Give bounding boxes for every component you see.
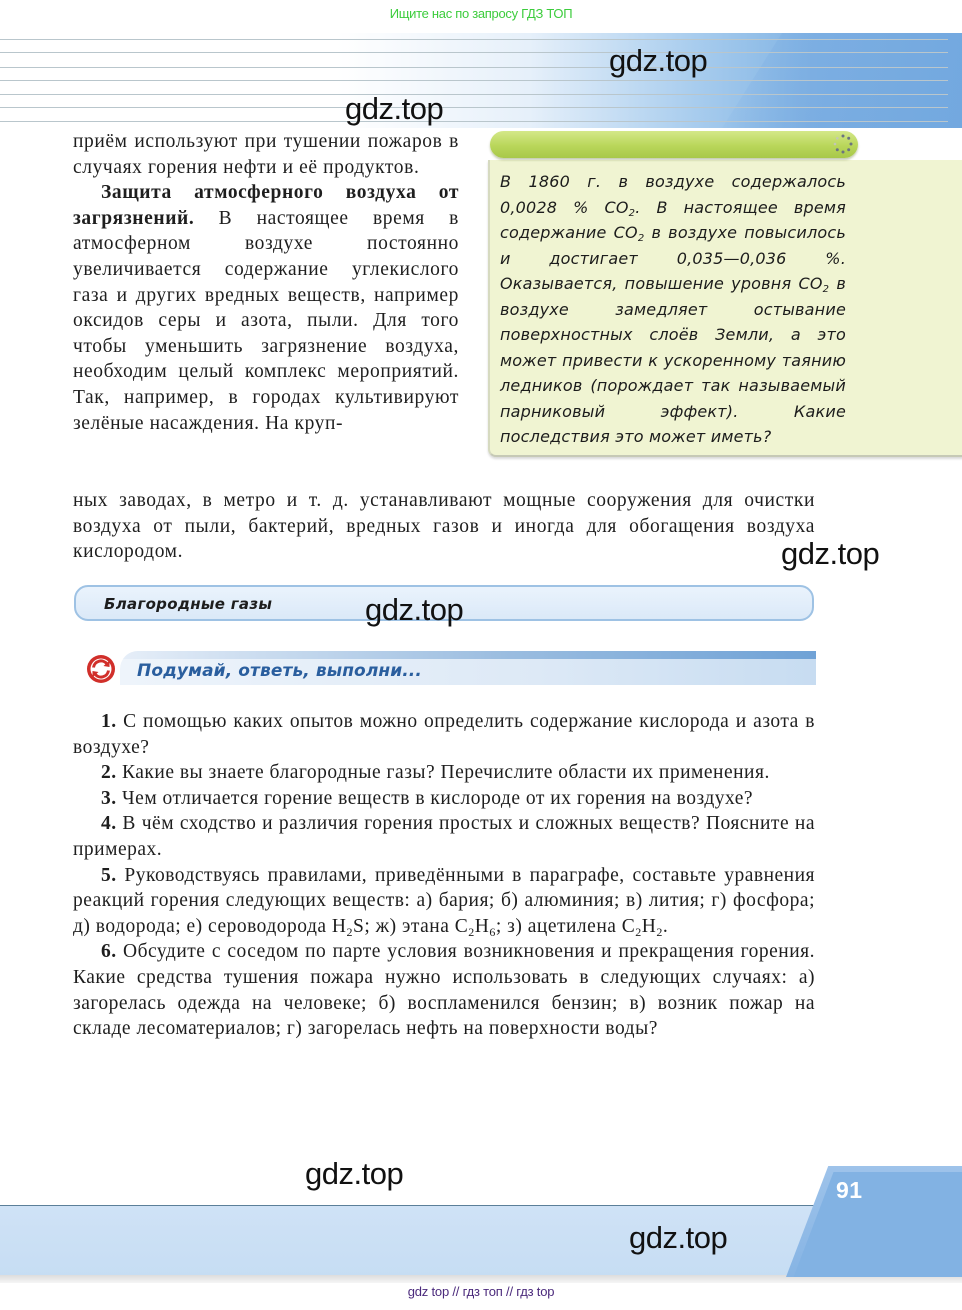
question-number: 5. xyxy=(101,864,117,886)
question-text: . xyxy=(662,915,669,937)
fact-text: . В настоящее время содержание CO xyxy=(500,197,846,242)
watermark: gdz.top xyxy=(781,536,880,571)
fact-text: В 1860 г. в воздухе содержалось 0,0028 % CO xyxy=(500,172,846,217)
main-text-narrow xyxy=(73,129,459,436)
fact-box-tab xyxy=(490,131,858,158)
paragraph: ных заводах, в метро и т. д. устанавливают мощные сооружения для очистки воздуха от пыли, бактерий, вредных газов и иногда для обогащения воздуха кислородом. xyxy=(73,490,815,563)
question-text: S; ж) этана C xyxy=(353,915,469,937)
header-rule xyxy=(0,94,948,95)
question-text: ; з) ацетилена C xyxy=(495,915,636,937)
subscript: 2 xyxy=(637,233,645,244)
question-text: Обсудите с соседом по парте условия возникновения и прекращения горения. Какие средства тушения пожара нужно использовать в следующих случаях: а) загорелась одежда на человеке; б) воспламенился бензин; в) возник пожар на складе лесоматериалов; г) загорелась нефть на поверхности воды? xyxy=(73,941,815,1040)
question-item xyxy=(73,939,815,1041)
question-list xyxy=(73,709,815,1042)
question-item xyxy=(73,811,815,862)
dotted-circle-icon xyxy=(832,133,854,155)
subscript: 2 xyxy=(346,924,354,939)
question-number: 3. xyxy=(101,787,117,809)
question-text: В чём сходство и различия горения простых и сложных веществ? Поясните на примерах. xyxy=(73,813,815,860)
page-number: 91 xyxy=(836,1177,863,1203)
subscript: 2 xyxy=(635,924,642,939)
search-hint-banner: Ищите нас по запросу ГДЗ ТОП xyxy=(389,6,573,21)
think-answer-title: Подумай, ответь, выполни... xyxy=(137,661,422,681)
bottom-links[interactable]: gdz top // гдз топ // гдз top xyxy=(407,1284,555,1299)
fact-text: в воздухе замедляет остывание поверхностных слоёв Земли, а это может привести к ускоренному таянию ледников (порождает так называемый парниковый эффект). Какие последствия это может иметь? xyxy=(500,274,846,446)
question-item xyxy=(73,709,815,760)
page-header xyxy=(0,33,962,128)
subscript: 2 xyxy=(822,284,830,295)
header-stripe xyxy=(120,651,816,659)
watermark: gdz.top xyxy=(629,1220,728,1255)
question-item xyxy=(73,786,815,812)
question-text: Какие вы знаете благородные газы? Перечислите области их применения. xyxy=(116,762,770,784)
think-answer-header xyxy=(120,651,816,685)
fact-box-text xyxy=(500,169,846,450)
header-rule xyxy=(0,67,948,68)
watermark: gdz.top xyxy=(365,592,464,627)
question-text: С помощью каких опытов можно определить содержание кислорода и азота в воздухе? xyxy=(73,711,815,758)
question-text: Руководствуясь правилами, приведёнными в параграфе, составьте уравнения реакций горения следующих веществ: а) бария; б) алюминия; в) лития; г) фосфора; д) водорода; е) сероводорода H xyxy=(73,864,815,937)
cycle-arrows-icon xyxy=(86,654,116,684)
header-rule xyxy=(0,121,948,122)
paragraph-text: В настоящее время в атмосферном воздухе постоянно увеличивается содержание углекислого газа и других вредных веществ, например оксидов серы и азота, пыли. Для того чтобы уменьшить загрязнение воздуха, необходим целый комплекс мероприятий. Так, например, в городах культивируют зелёные насаждения. На круп- xyxy=(73,207,459,434)
subscript: 6 xyxy=(489,924,496,939)
subscript: 2 xyxy=(628,207,636,219)
subscript: 2 xyxy=(468,924,475,939)
question-number: 2. xyxy=(101,762,117,784)
watermark: gdz.top xyxy=(609,43,708,78)
paragraph: приём используют при тушении пожаров в случаях горения нефти и её продуктов. xyxy=(73,131,459,178)
header-rule xyxy=(0,107,948,108)
question-text: H xyxy=(474,915,490,937)
question-text: Чем отличается горение веществ в кислороде от их горения на воздухе? xyxy=(116,787,754,809)
fact-text: в воздухе повысилось и достигает 0,035—0,036 %. Оказывается, повышение уровня CO xyxy=(500,223,846,293)
question-number: 1. xyxy=(101,711,117,732)
question-number: 4. xyxy=(101,813,117,835)
watermark: gdz.top xyxy=(305,1156,404,1191)
section-heading-label: Благородные газы xyxy=(104,595,273,613)
header-rule xyxy=(0,80,948,81)
page-number-tab xyxy=(786,1166,962,1277)
header-rule xyxy=(0,39,948,40)
page-tab-inner xyxy=(786,1172,962,1283)
question-number: 6. xyxy=(101,941,117,963)
header-rule xyxy=(0,52,948,53)
question-text: H xyxy=(641,915,657,937)
subscript: 2 xyxy=(656,924,663,939)
paragraph-heading: Защита атмосферного воздуха от загрязнений. xyxy=(73,182,459,229)
paragraph xyxy=(73,180,459,436)
main-text-wide xyxy=(73,488,815,565)
question-item xyxy=(73,863,815,940)
question-item xyxy=(73,760,815,786)
watermark: gdz.top xyxy=(345,91,444,126)
